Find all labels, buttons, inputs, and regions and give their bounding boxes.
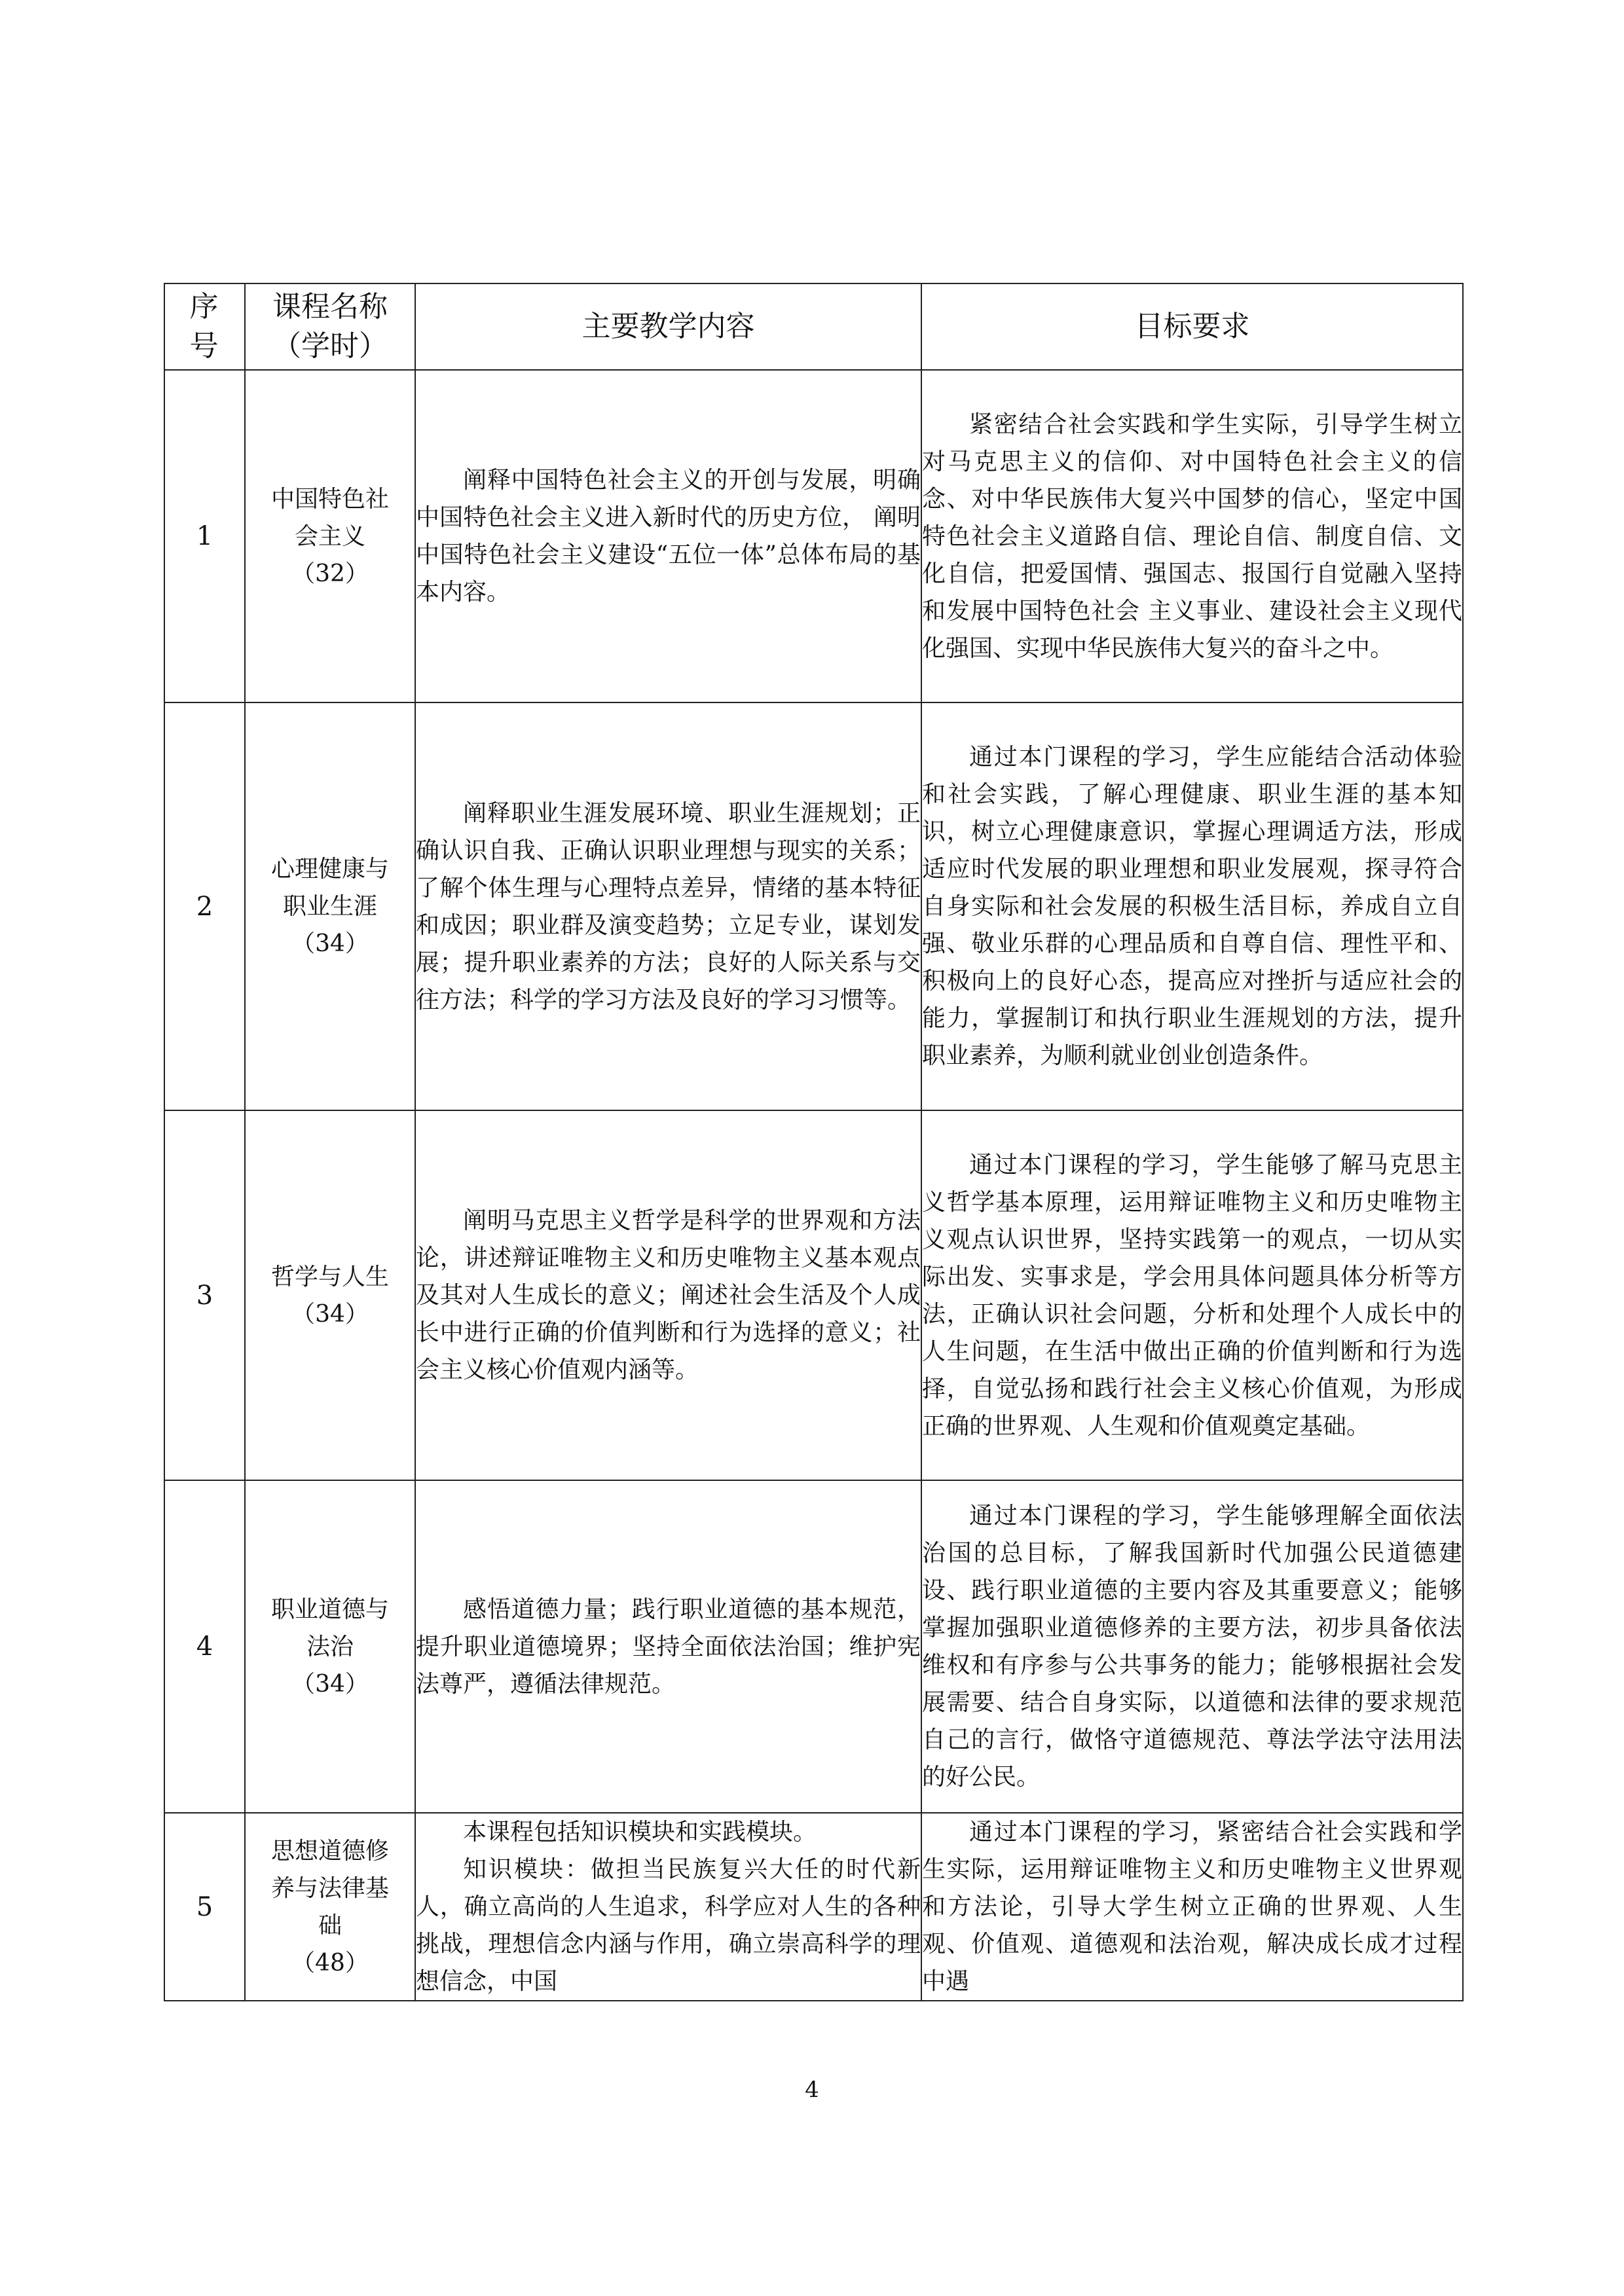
row-content	[415, 702, 921, 1110]
paragraph: 阐明马克思主义哲学是科学的世界观和方法论，讲述辩证唯物主义和历史唯物主义基本观点及其对人生成长的意义；阐述社会生活及个人成长中进行正确的价值判断和行为选择的意义；社会主义核心价值观内涵等。	[416, 1207, 921, 1383]
row-content	[415, 1480, 921, 1813]
paragraph: 知识模块：做担当民族复兴大任的时代新人，确立高尚的人生追求，科学应对人生的各种挑战，理想信念内涵与作用，确立崇高科学的理想信念，中国	[416, 1856, 921, 1995]
row-goal	[921, 1813, 1463, 2001]
table-row	[164, 1480, 1463, 1813]
row-course-name: 心理健康与 职业生涯 （34）	[245, 702, 415, 1110]
row-goal	[921, 370, 1463, 702]
row-course-name: 中国特色社 会主义 （32）	[245, 370, 415, 702]
paragraph: 阐释职业生涯发展环境、职业生涯规划；正确认识自我、正确认识职业理想与现实的关系；了解个体生理与心理特点差异，情绪的基本特征和成因；职业群及演变趋势；立足专业，谋划发展；提升职业素养的方法；良好的人际关系与交往方法；科学的学习方法及良好的学习习惯等。	[416, 799, 921, 1013]
row-goal	[921, 1480, 1463, 1813]
table-row	[164, 370, 1463, 702]
paragraph: 紧密结合社会实践和学生实际，引导学生树立对马克思主义的信仰、对中国特色社会主义的信念、对中华民族伟大复兴中国梦的信心，坚定中国特色社会主义道路自信、理论自信、制度自信、文化自信，把爱国情、强国志、报国行自觉融入坚持和发展中国特色社会 主义事业、建设社会主义现代化强国、实现中华民族伟大复兴的奋斗之中。	[922, 410, 1462, 662]
row-content	[415, 1110, 921, 1480]
table-row	[164, 1813, 1463, 2001]
paragraph: 阐释中国特色社会主义的开创与发展，明确中国特色社会主义进入新时代的历史方位， 阐明中国特色社会主义建设“五位一体”总体布局的基本内容。	[416, 467, 921, 606]
table-row	[164, 702, 1463, 1110]
table-header-row	[164, 283, 1463, 370]
paragraph: 通过本门课程的学习，学生能够理解全面依法治国的总目标，了解我国新时代加强公民道德建设、践行职业道德的主要内容及其重要意义；能够掌握加强职业道德修养的主要方法，初步具备依法维权和有序参与公共事务的能力；能够根据社会发展需要、结合自身实际，以道德和法律的要求规范自己的言行，做恪守道德规范、尊法学法守法用法的好公民。	[922, 1503, 1462, 1791]
paragraph: 本课程包括知识模块和实践模块。	[463, 1819, 817, 1846]
row-content	[415, 1813, 921, 2001]
header-main-content: 主要教学内容	[415, 283, 921, 370]
row-goal	[921, 702, 1463, 1110]
header-goal: 目标要求	[921, 283, 1463, 370]
row-course-name: 职业道德与 法治 （34）	[245, 1480, 415, 1813]
course-table	[164, 283, 1464, 2001]
row-seq: 2	[164, 702, 245, 1110]
row-seq: 4	[164, 1480, 245, 1813]
row-content	[415, 370, 921, 702]
row-goal	[921, 1110, 1463, 1480]
row-course-name: 哲学与人生 （34）	[245, 1110, 415, 1480]
table-row	[164, 1110, 1463, 1480]
paragraph: 通过本门课程的学习，紧密结合社会实践和学生实际，运用辩证唯物主义和历史唯物主义世界观和方法论，引导大学生树立正确的世界观、人生观、价值观、道德观和法治观，解决成长成才过程中遇	[922, 1819, 1462, 1995]
paragraph: 感悟道德力量；践行职业道德的基本规范，提升职业道德境界；坚持全面依法治国；维护宪法尊严，遵循法律规范。	[416, 1595, 921, 1698]
row-seq: 5	[164, 1813, 245, 2001]
header-course-name: 课程名称 （学时）	[245, 283, 415, 370]
header-seq: 序 号	[164, 283, 245, 370]
paragraph: 通过本门课程的学习，学生能够了解马克思主义哲学基本原理，运用辩证唯物主义和历史唯物主义观点认识世界，坚持实践第一的观点，一切从实际出发、实事求是，学会用具体问题具体分析等方法，正确认识社会问题，分析和处理个人成长中的人生问题，在生活中做出正确的价值判断和行为选择，自觉弘扬和践行社会主义核心价值观，为形成正确的世界观、人生观和价值观奠定基础。	[922, 1151, 1462, 1440]
page-number: 4	[805, 2077, 819, 2103]
paragraph: 通过本门课程的学习，学生应能结合活动体验和社会实践，了解心理健康、职业生涯的基本知识，树立心理健康意识，掌握心理调适方法，形成适应时代发展的职业理想和职业发展观，探寻符合自身实际和社会发展的积极生活目标，养成自立自强、敬业乐群的心理品质和自尊自信、理性平和、积极向上的良好心态，提高应对挫折与适应社会的能力，掌握制订和执行职业生涯规划的方法，提升职业素养，为顺利就业创业创造条件。	[922, 744, 1462, 1069]
row-seq: 1	[164, 370, 245, 702]
row-course-name: 思想道德修 养与法律基 础 （48）	[245, 1813, 415, 2001]
row-seq: 3	[164, 1110, 245, 1480]
